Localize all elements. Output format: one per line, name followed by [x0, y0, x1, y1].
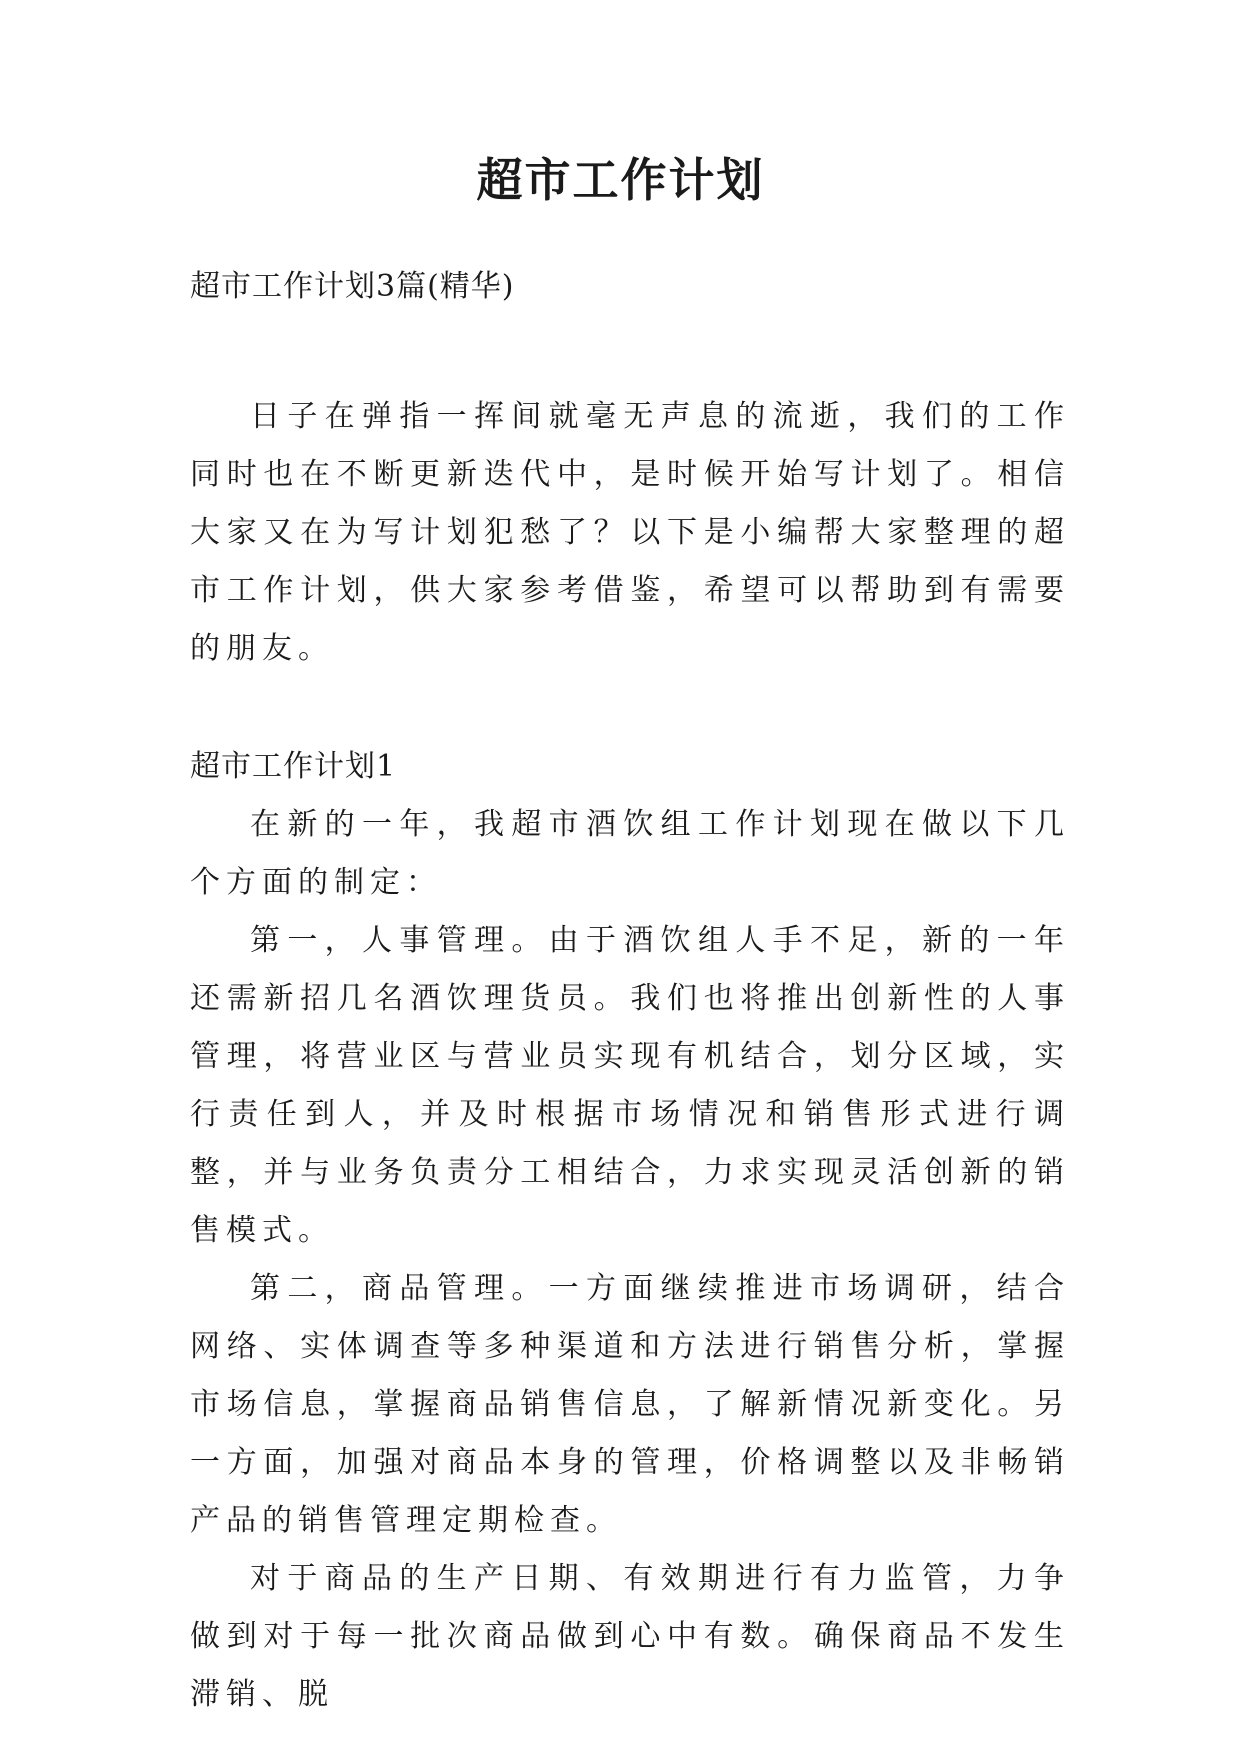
section-heading: 超市工作计划1	[190, 749, 397, 784]
spacer	[190, 678, 1070, 738]
body-paragraph: 对于商品的生产日期、有效期进行有力监管，力争做到对于每一批次商品做到心中有数。确保商品不发生滞销、脱	[190, 1561, 1070, 1712]
document-title: 超市工作计划	[476, 153, 765, 207]
intro-paragraph: 日子在弹指一挥间就毫无声息的流逝，我们的工作同时也在不断更新迭代中，是时候开始写计划了。相信大家又在为写计划犯愁了？以下是小编帮大家整理的超市工作计划，供大家参考借鉴，希望可以帮助到有需要的朋友。	[190, 399, 1070, 666]
document-subtitle: 超市工作计划3篇(精华)	[190, 269, 515, 304]
body-paragraph: 第一，人事管理。由于酒饮组人手不足，新的一年还需新招几名酒饮理货员。我们也将推出创新性的人事管理，将营业区与营业员实现有机结合，划分区域，实行责任到人，并及时根据市场情况和销售形式进行调整，并与业务负责分工相结合，力求实现灵活创新的销售模式。	[190, 923, 1070, 1248]
spacer	[190, 316, 1070, 388]
document-body	[190, 258, 1070, 1724]
body-paragraph: 第二，商品管理。一方面继续推进市场调研，结合网络、实体调查等多种渠道和方法进行销售分析，掌握市场信息，掌握商品销售信息，了解新情况新变化。另一方面，加强对商品本身的管理，价格调整以及非畅销产品的销售管理定期检查。	[190, 1271, 1070, 1538]
body-paragraph: 在新的一年，我超市酒饮组工作计划现在做以下几个方面的制定：	[190, 807, 1070, 900]
